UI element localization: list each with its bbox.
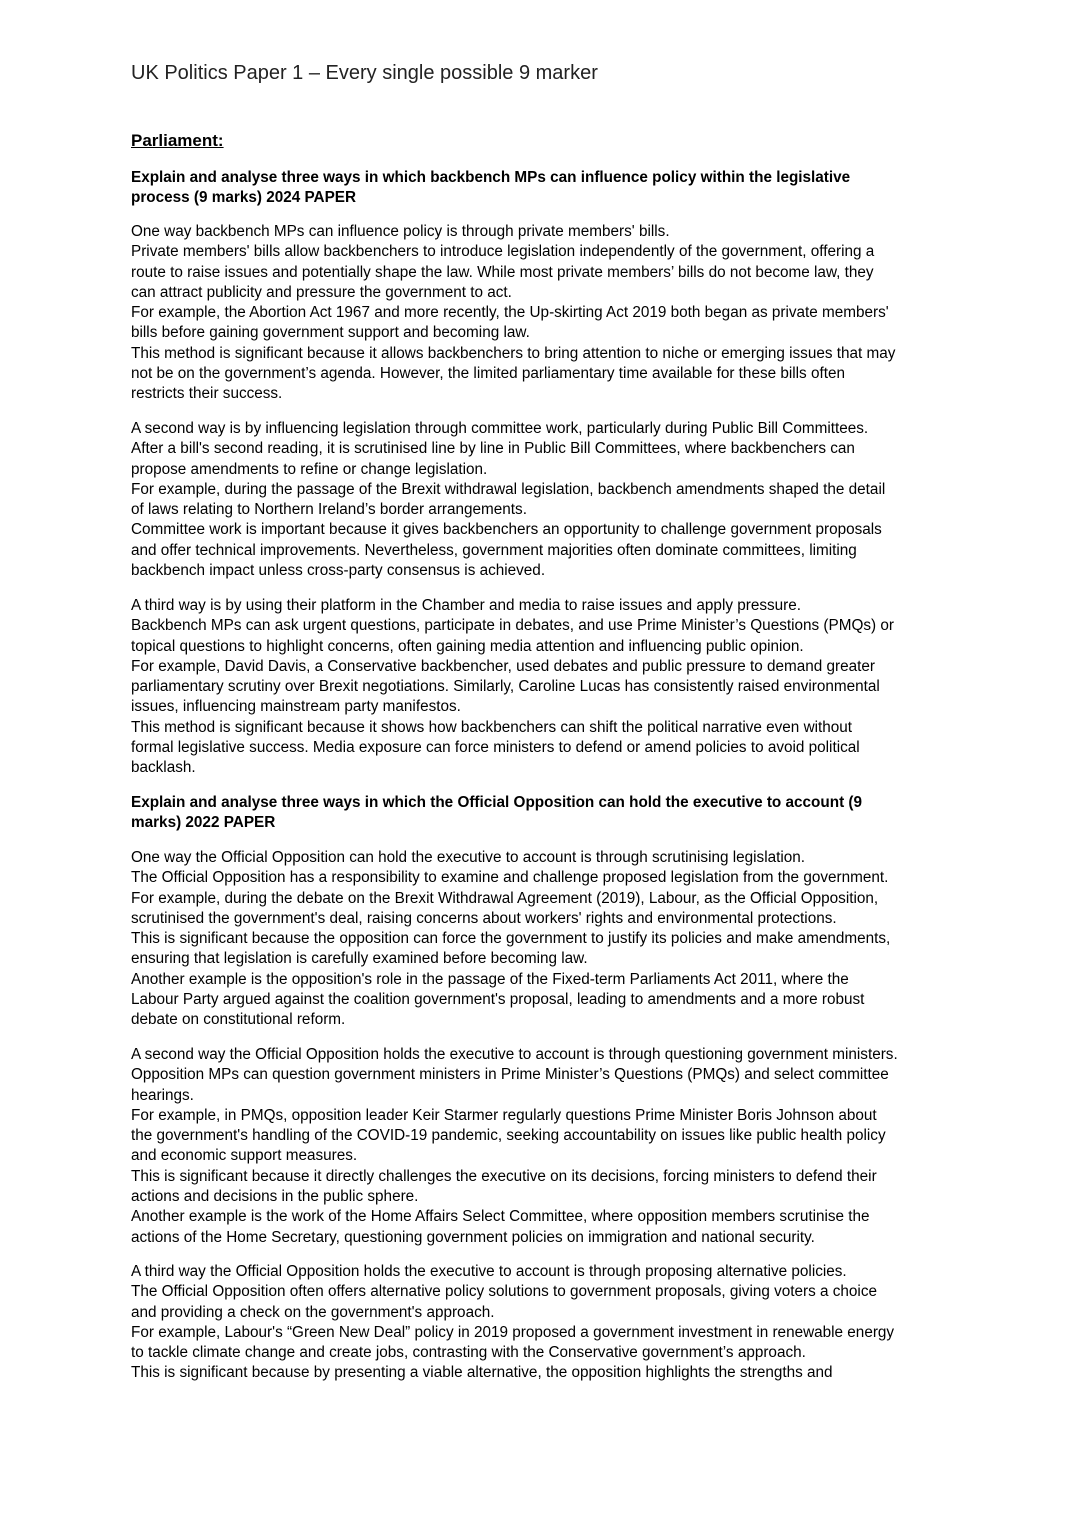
text-line: Backbench MPs can ask urgent questions, participate in debates, and use Prime Minister’s Questions (PMQs) or (131, 617, 894, 635)
text-line: The Official Opposition has a responsibility to examine and challenge proposed legislation from the government. (131, 869, 889, 887)
text-line: parliamentary scrutiny over Brexit negotiations. Similarly, Caroline Lucas has consistently raised environmental (131, 678, 880, 696)
text-line: not be on the government’s agenda. However, the limited parliamentary time available for these bills often (131, 365, 845, 383)
text-line: A third way is by using their platform in the Chamber and media to raise issues and apply pressure. (131, 597, 802, 614)
text-line: After a bill's second reading, it is scrutinised line by line in Public Bill Committees, where backbenchers can (131, 440, 855, 458)
text-line: Committee work is important because it gives backbenchers an opportunity to challenge government proposals (131, 521, 882, 539)
question-heading-line: marks) 2022 PAPER (131, 814, 276, 832)
text-line: scrutinised the government's deal, raising concerns about workers' rights and environmental protections. (131, 909, 837, 927)
text-line: A second way is by influencing legislation through committee work, particularly during Public Bill Committees. (131, 420, 869, 437)
text-line: ensuring that legislation is carefully examined before becoming law. (131, 950, 588, 968)
text-line: formal legislative success. Media exposure can force ministers to defend or amend policies to avoid political (131, 739, 860, 757)
text-line: For example, David Davis, a Conservative backbencher, used debates and public pressure to demand greater (131, 657, 876, 675)
text-line: This method is significant because it shows how backbenchers can shift the political narrative even without (131, 718, 853, 736)
text-line: hearings. (131, 1086, 194, 1104)
text-line: and economic support measures. (131, 1147, 358, 1165)
document-title: UK Politics Paper 1 – Every single possible 9 marker (131, 62, 598, 84)
section-heading-parliament: Parliament: (131, 131, 224, 150)
text-line: actions and decisions in the public sphere. (131, 1188, 419, 1206)
text-line: For example, during the passage of the Brexit withdrawal legislation, backbench amendments shaped the detail (131, 480, 886, 498)
text-line: bills before gaining government support and becoming law. (131, 324, 530, 342)
text-line: This is significant because it directly challenges the executive on its decisions, forcing ministers to defend their (131, 1167, 877, 1185)
text-line: A second way the Official Opposition holds the executive to account is through questioning government ministers. (131, 1046, 898, 1063)
paragraph-committee-work (131, 419, 961, 581)
question-heading-backbench-mps (131, 168, 961, 209)
paragraph-chamber-and-media (131, 596, 961, 779)
text-line: One way the Official Opposition can hold the executive to account is through scrutinising legislation. (131, 849, 806, 866)
text-line: This is significant because the opposition can force the government to justify its policies and make amendments, (131, 930, 891, 948)
paragraph-scrutinising-legislation (131, 848, 961, 1031)
question-heading-line: Explain and analyse three ways in which the Official Opposition can hold the executive to account (9 (131, 794, 863, 811)
text-line: and providing a check on the government's approach. (131, 1303, 495, 1321)
text-line: This method is significant because it allows backbenchers to bring attention to niche or emerging issues that may (131, 344, 896, 362)
text-line: For example, the Abortion Act 1967 and more recently, the Up-skirting Act 2019 both began as private members' (131, 304, 889, 322)
paragraph-alternative-policies (131, 1262, 961, 1384)
question-heading-line: Explain and analyse three ways in which backbench MPs can influence policy within the legislative (131, 169, 851, 186)
text-line: backlash. (131, 759, 196, 777)
text-line: A third way the Official Opposition holds the executive to account is through proposing alternative policies. (131, 1263, 847, 1280)
text-line: debate on constitutional reform. (131, 1011, 346, 1029)
text-line: The Official Opposition often offers alternative policy solutions to government proposals, giving voters a choice (131, 1283, 877, 1301)
text-line: issues, influencing mainstream party manifestos. (131, 698, 461, 716)
text-line: propose amendments to refine or change legislation. (131, 460, 488, 478)
text-line: topical questions to highlight concerns, often gaining media attention and influencing public opinion. (131, 637, 804, 655)
paragraph-private-members-bills (131, 222, 961, 405)
text-line: backbench impact unless cross-party consensus is achieved. (131, 562, 546, 580)
text-line: actions of the Home Secretary, questioning government policies on immigration and national security. (131, 1228, 815, 1246)
text-line: Another example is the opposition's role in the passage of the Fixed-term Parliaments Act 2011, where the (131, 970, 849, 988)
text-line: Another example is the work of the Home Affairs Select Committee, where opposition members scrutinise the (131, 1208, 870, 1226)
text-line: Private members' bills allow backbenchers to introduce legislation independently of the government, offering a (131, 243, 875, 261)
text-line: Labour Party argued against the coalition government's proposal, leading to amendments and a more robust (131, 991, 865, 1009)
text-line: For example, during the debate on the Brexit Withdrawal Agreement (2019), Labour, as the Official Opposition, (131, 889, 879, 907)
text-line: One way backbench MPs can influence policy is through private members' bills. (131, 223, 670, 240)
text-line: and offer technical improvements. Nevertheless, government majorities often dominate committees, limiting (131, 541, 857, 559)
text-line: For example, Labour's “Green New Deal” policy in 2019 proposed a government investment in renewable energy (131, 1323, 895, 1341)
text-line: restricts their success. (131, 385, 283, 403)
question-heading-line: process (9 marks) 2024 PAPER (131, 189, 357, 207)
paragraph-questioning-ministers (131, 1045, 961, 1248)
text-line: the government's handling of the COVID-19 pandemic, seeking accountability on issues like public health policy (131, 1127, 886, 1145)
text-line: route to raise issues and potentially shape the law. While most private members’ bills do not become law, they (131, 263, 874, 281)
question-heading-official-opposition (131, 793, 961, 834)
text-line: This is significant because by presenting a viable alternative, the opposition highlights the strengths and (131, 1364, 833, 1382)
text-line: For example, in PMQs, opposition leader Keir Starmer regularly questions Prime Minister Boris Johnson about (131, 1106, 877, 1124)
text-line: can attract publicity and pressure the government to act. (131, 283, 512, 301)
text-line: Opposition MPs can question government ministers in Prime Minister’s Questions (PMQs) and select committee (131, 1066, 889, 1084)
text-line: of laws relating to Northern Ireland’s border arrangements. (131, 501, 527, 519)
text-line: to tackle climate change and create jobs, contrasting with the Conservative government’s approach. (131, 1344, 806, 1362)
